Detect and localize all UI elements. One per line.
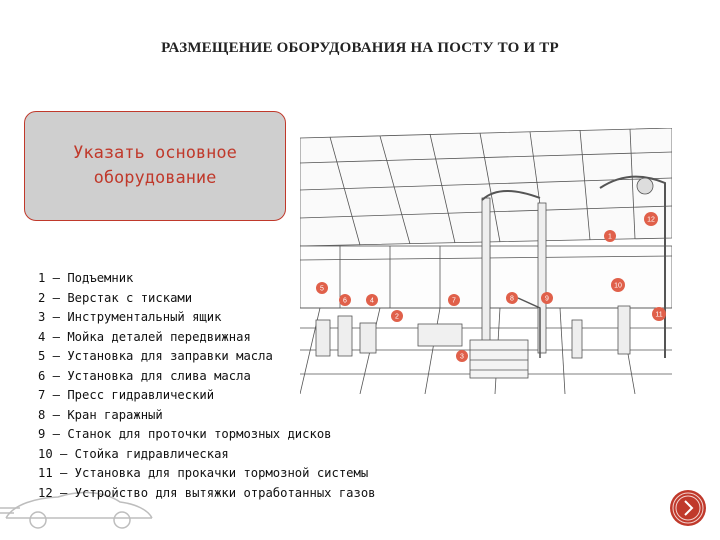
marker-4-label: 4 xyxy=(370,297,374,305)
task-box xyxy=(24,111,286,221)
legend-item: 10 – Стойка гидравлическая xyxy=(38,446,229,461)
legend-item: 7 – Пресс гидравлический xyxy=(38,388,215,402)
next-arrow-icon xyxy=(668,488,708,528)
marker-12-label: 12 xyxy=(647,216,655,224)
marker-8-label: 8 xyxy=(510,295,514,303)
marker-11-label: 11 xyxy=(655,311,663,319)
marker-1-label: 1 xyxy=(608,233,612,241)
equipment-legend xyxy=(38,269,376,503)
slide-title: РАЗМЕЩЕНИЕ ОБОРУДОВАНИЯ НА ПОСТУ ТО И ТР xyxy=(161,40,559,56)
legend-item: 11 – Установка для прокачки тормозной системы xyxy=(38,466,369,480)
marker-2-label: 2 xyxy=(395,313,399,321)
task-box-text: Указать основное оборудование xyxy=(73,143,237,188)
marker-9-label: 9 xyxy=(545,295,549,303)
marker-5-label: 5 xyxy=(320,285,324,293)
legend-item: 3 – Инструментальный ящик xyxy=(38,310,222,324)
legend-item: 4 – Мойка деталей передвижная xyxy=(38,329,251,344)
legend-item: 9 – Станок для проточки тормозных дисков xyxy=(38,427,332,441)
legend-item: 1 – Подъемник xyxy=(38,271,134,285)
marker-10-label: 10 xyxy=(614,282,622,290)
legend-item: 8 – Кран гаражный xyxy=(38,407,163,422)
marker-3-label: 3 xyxy=(460,353,464,361)
marker-6-label: 6 xyxy=(343,297,347,305)
legend-item: 2 – Верстак с тисками xyxy=(38,290,193,305)
legend-item: 5 – Установка для заправки масла xyxy=(38,349,273,363)
next-slide-button[interactable] xyxy=(668,488,708,528)
marker-7-label: 7 xyxy=(452,297,456,305)
legend-item: 12 – Устройство для вытяжки отработанных газов xyxy=(38,485,376,500)
legend-item: 6 – Установка для слива масла xyxy=(38,368,251,383)
